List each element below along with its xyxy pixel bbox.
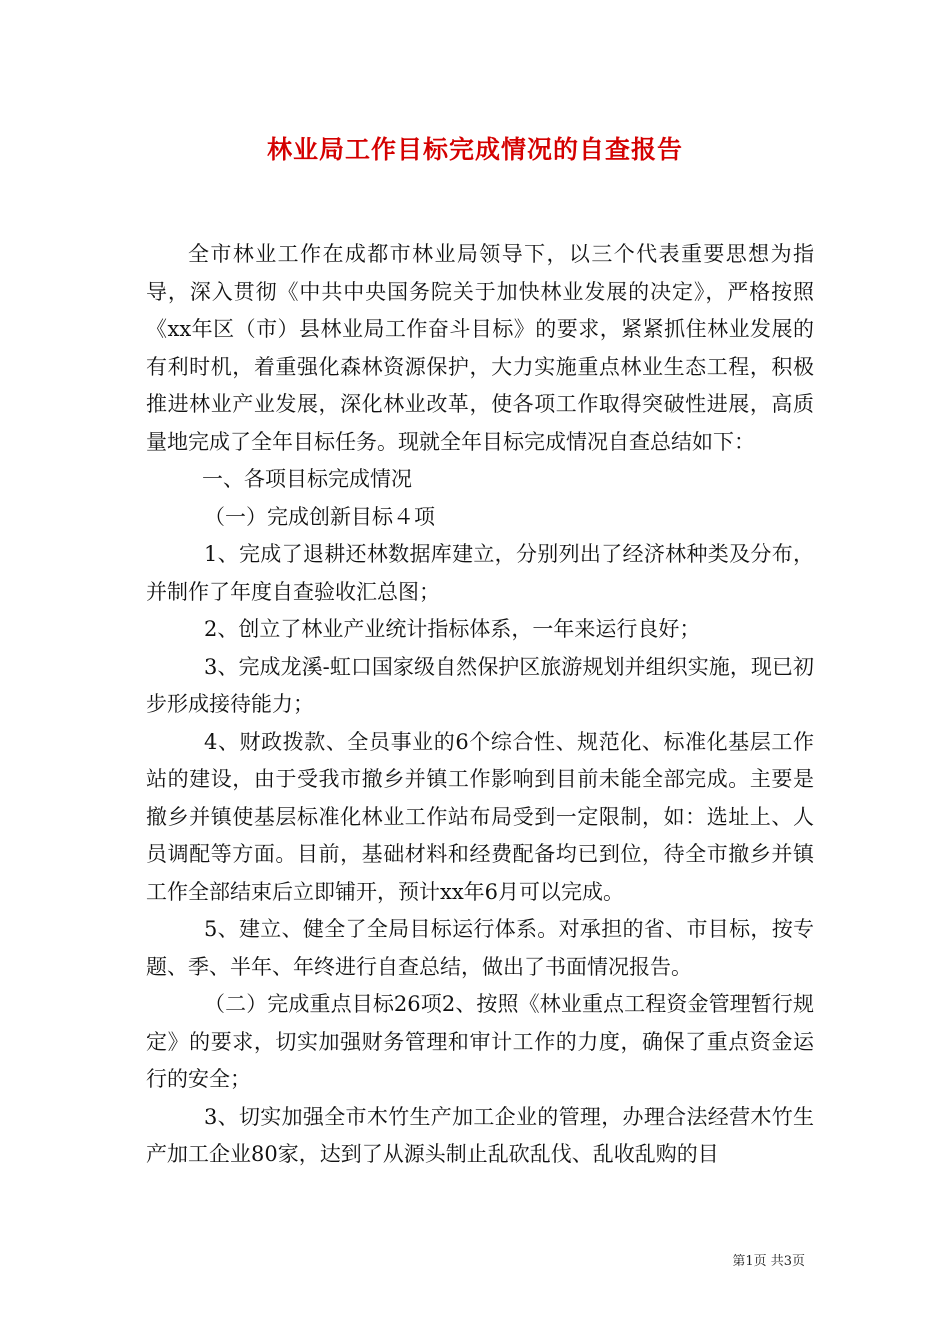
intro-paragraph: 全市林业工作在成都市林业局领导下，以三个代表重要思想为指导，深入贯彻《中共中央国务院关于加快林业发展的决定》，严格按照《xx年区（市）县林业局工作奋斗目标》的要求，紧紧抓住林业发展的有利时机，着重强化森林资源保护，大力实施重点林业生态工程，积极推进林业产业发展，深化林业改革，使各项工作取得突破性进展，高质量地完成了全年目标任务。现就全年目标完成情况自查总结如下：	[146, 242, 814, 454]
list-item: 1、完成了退耕还林数据库建立，分别列出了经济林种类及分布，并制作了年度自查验收汇总图；	[146, 542, 814, 604]
list-item: 3、完成龙溪-虹口国家级自然保护区旅游规划并组织实施，现已初步形成接待能力；	[146, 654, 814, 716]
list-item: 5、建立、健全了全局目标运行体系。对承担的省、市目标，按专题、季、半年、年终进行自查总结，做出了书面情况报告。	[146, 917, 814, 979]
subsection-heading: （一）完成创新目标４项	[204, 504, 435, 529]
document-title: 林业局工作目标完成情况的自查报告	[266, 135, 683, 164]
page-number: 第1页 共3页	[732, 1254, 805, 1269]
list-item: 4、财政拨款、全员事业的6个综合性、规范化、标准化基层工作站的建设，由于受我市撤乡并镇工作影响到目前未能全部完成。主要是撤乡并镇使基层标准化林业工作站布局受到一定限制，如：选址上、人员调配等方面。目前，基础材料和经费配备均已到位，待全市撤乡并镇工作全部结束后立即铺开，预计xx年6月可以完成。	[146, 729, 814, 904]
section-heading: 一、各项目标完成情况	[202, 467, 412, 491]
list-item: 3、切实加强全市木竹生产加工企业的管理，办理合法经营木竹生产加工企业80家，达到了从源头制止乱砍乱伐、乱收乱购的目	[146, 1104, 814, 1166]
list-item: 2、创立了林业产业统计指标体系，一年来运行良好；	[204, 617, 701, 641]
document-body	[146, 236, 814, 1174]
list-item: （二）完成重点目标26项2、按照《林业重点工程资金管理暂行规定》的要求，切实加强财务管理和审计工作的力度，确保了重点资金运行的安全；	[146, 992, 814, 1091]
